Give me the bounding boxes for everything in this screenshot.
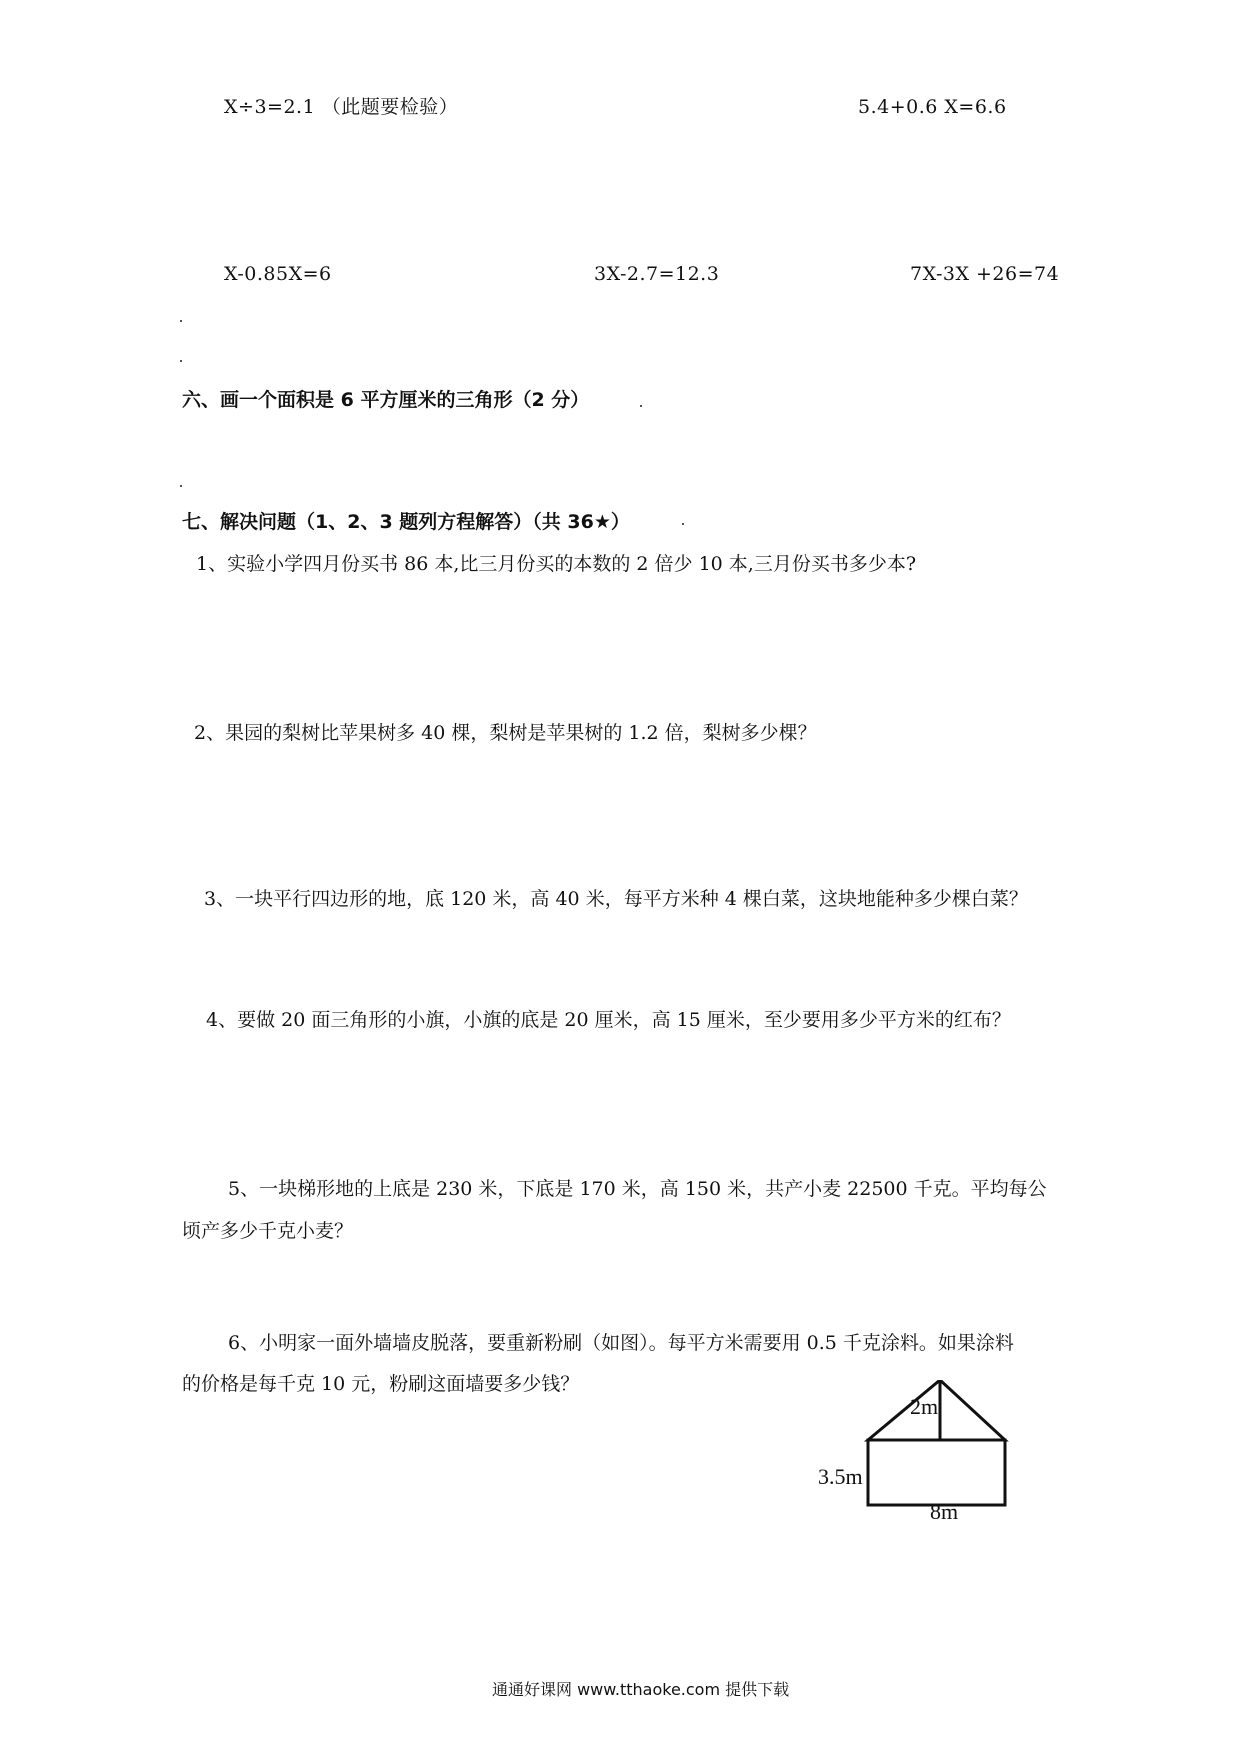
equation-2: 5.4+0.6 X=6.6 [858, 96, 1007, 118]
problem-5-line-1: 5、一块梯形地的上底是 230 米，下底是 170 米，高 150 米，共产小麦 22500 千克。平均每公 [228, 1178, 1047, 1200]
label-rect-height: 3.5m [818, 1464, 863, 1489]
wall-rectangle [868, 1440, 1005, 1505]
scan-dot [180, 485, 182, 487]
equation-5: 7X-3X +26=74 [910, 263, 1060, 285]
problem-6-line-1: 6、小明家一面外墙墙皮脱落，要重新粉刷（如图）。每平方米需要用 0.5 千克涂料。如果涂料 [228, 1332, 1014, 1354]
equation-1: X÷3=2.1 （此题要检验） [224, 96, 459, 118]
scan-dot [682, 523, 684, 525]
footer-text: 通通好课网 www.tthaoke.com 提供下载 [492, 1680, 790, 1699]
scan-dot [180, 360, 182, 362]
problem-5-line-2: 顷产多少千克小麦？ [182, 1220, 354, 1242]
scan-dot [180, 320, 182, 322]
equation-4: 3X-2.7=12.3 [594, 263, 720, 285]
problem-3: 3、一块平行四边形的地，底 120 米，高 40 米，每平方米种 4 棵白菜，这块地能种多少棵白菜？ [204, 888, 1028, 910]
section-6-title: 六、画一个面积是 6 平方厘米的三角形（2 分） [182, 389, 590, 411]
label-width: 8m [930, 1499, 959, 1524]
equation-3: X-0.85X=6 [224, 263, 332, 285]
scan-dot [640, 405, 642, 407]
problem-1: 1、实验小学四月份买书 86 本,比三月份买的本数的 2 倍少 10 本,三月份买书多少本? [196, 553, 917, 575]
problem-2: 2、果园的梨树比苹果树多 40 棵，梨树是苹果树的 1.2 倍，梨树多少棵？ [194, 722, 817, 744]
section-7-title: 七、解决问题（1、2、3 题列方程解答）（共 36★） [182, 511, 630, 533]
problem-4: 4、要做 20 面三角形的小旗，小旗的底是 20 厘米，高 15 厘米，至少要用多少平方米的红布？ [206, 1009, 1011, 1031]
label-triangle-height: 2m [910, 1394, 939, 1419]
problem-6-line-2: 的价格是每千克 10 元，粉刷这面墙要多少钱？ [182, 1373, 580, 1395]
